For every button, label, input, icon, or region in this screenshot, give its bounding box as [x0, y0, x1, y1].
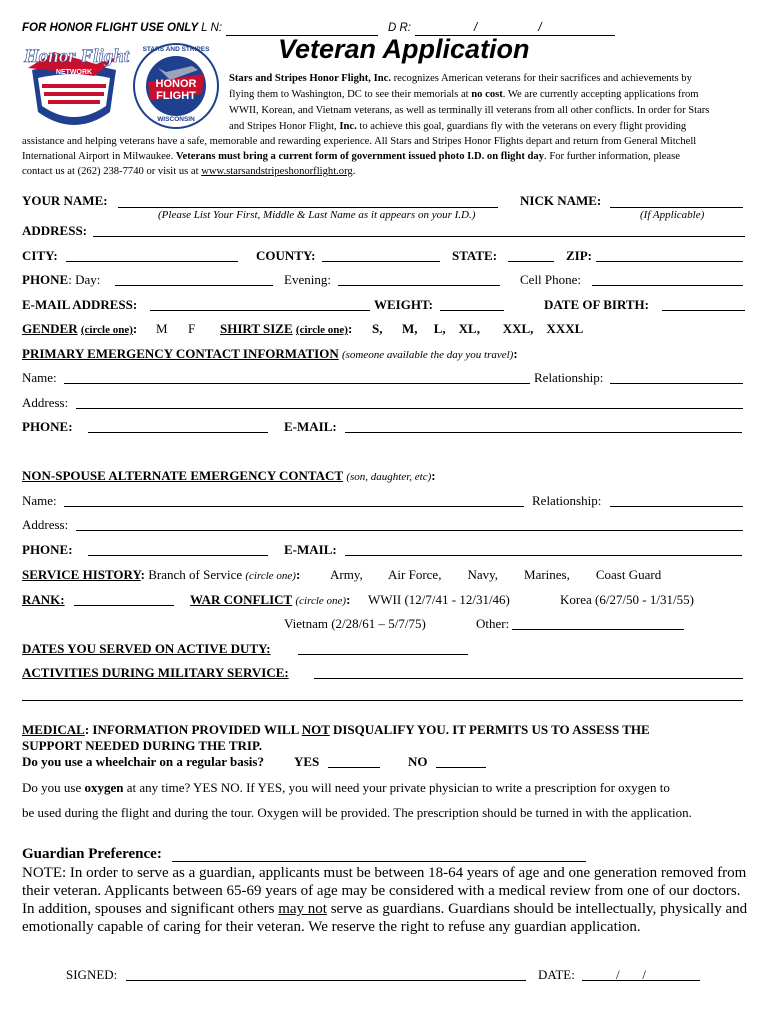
- phone-evening-field[interactable]: [338, 285, 500, 286]
- wheelchair-yes-field[interactable]: [328, 767, 380, 768]
- war-korea-option[interactable]: Korea (6/27/50 - 1/31/55): [560, 592, 694, 607]
- activities-label: ACTIVITIES DURING MILITARY SERVICE:: [22, 665, 289, 680]
- war-other-field[interactable]: [512, 629, 684, 630]
- oxygen-note: be used during the flight and during the tour. Oxygen will be provided. The prescription should be turned in with the application.: [22, 805, 692, 820]
- gender-f-option[interactable]: F: [188, 321, 196, 336]
- name-hint: (Please List Your First, Middle & Last Name as it appears on your I.D.): [158, 209, 476, 221]
- gender-m-option[interactable]: M: [156, 321, 168, 336]
- medical-heading: MEDICAL: INFORMATION PROVIDED WILL NOT DISQUALIFY YOU. IT PERMITS US TO ASSESS THE: [22, 722, 650, 737]
- alternate-phone-field[interactable]: [88, 555, 268, 556]
- your-name-label: YOUR NAME:: [22, 193, 108, 208]
- page-title: Veteran Application: [278, 34, 530, 64]
- activities-field[interactable]: [314, 678, 743, 679]
- active-duty-label: DATES YOU SERVED ON ACTIVE DUTY:: [22, 641, 271, 656]
- guardian-preference-field[interactable]: [172, 861, 586, 862]
- intro-line-6: International Airport in Milwaukee. Veterans must bring a current form of government issued photo I.D. on flight day. For further information, please: [22, 151, 680, 162]
- zip-label: ZIP:: [566, 248, 592, 263]
- war-vietnam-option[interactable]: Vietnam (2/28/61 – 5/7/75): [284, 616, 426, 631]
- wheelchair-question: Do you use a wheelchair on a regular basis?: [22, 754, 264, 769]
- alternate-address-label: Address:: [22, 517, 69, 532]
- wheelchair-no-option[interactable]: NO: [408, 754, 428, 769]
- primary-name-field[interactable]: [64, 383, 530, 384]
- dob-label: DATE OF BIRTH:: [544, 297, 649, 312]
- county-field[interactable]: [322, 261, 440, 262]
- signed-label: SIGNED:: [66, 967, 118, 982]
- alternate-relationship-label: Relationship:: [532, 493, 602, 508]
- city-field[interactable]: [66, 261, 238, 262]
- guardian-note: NOTE: In order to serve as a guardian, applicants must be between 18-64 years of age and one generation removed from their veteran. Applicants between 65-69 years of age may be considered with a medical review from one of our doctors. In addition, spouses and significant others may not serve as guardians. Guardians should be intellectually, physically and emotionally capable of caring for their veteran. We reserve the right to refuse any guardian application.: [22, 865, 748, 935]
- dob-field[interactable]: [662, 310, 745, 311]
- website-link[interactable]: www.starsandstripeshonorflight.org: [201, 166, 353, 177]
- county-label: COUNTY:: [256, 248, 316, 263]
- date-label: DATE:: [538, 967, 575, 982]
- address-label: ADDRESS:: [22, 223, 88, 238]
- your-name-field[interactable]: [118, 207, 498, 208]
- phone-day-field[interactable]: [115, 285, 273, 286]
- state-field[interactable]: [508, 261, 554, 262]
- war-other-label: Other:: [476, 616, 510, 631]
- primary-phone-field[interactable]: [88, 432, 268, 433]
- email-address-label: E-MAIL ADDRESS:: [22, 297, 138, 312]
- active-duty-field[interactable]: [298, 654, 468, 655]
- primary-phone-label: PHONE:: [22, 419, 73, 434]
- rank-label: RANK:: [22, 592, 65, 607]
- activities-field-2[interactable]: [22, 700, 743, 701]
- primary-address-label: Address:: [22, 395, 69, 410]
- alternate-name-label: Name:: [22, 493, 57, 508]
- wheelchair-yes-option[interactable]: YES: [294, 754, 320, 769]
- primary-name-label: Name:: [22, 370, 57, 385]
- shirt-size-options[interactable]: S, M, L, XL, XXL, XXXL: [372, 321, 584, 336]
- primary-address-field[interactable]: [76, 408, 743, 409]
- dr-label: D R:: [388, 22, 411, 34]
- intro-line-2: flying them to Washington, DC to see their memorials at no cost. We are currently accepting applications from: [229, 89, 699, 100]
- branch-options[interactable]: Army, Air Force, Navy, Marines, Coast Guard: [330, 567, 662, 582]
- weight-field[interactable]: [440, 310, 504, 311]
- intro-line-7: contact us at (262) 238-7740 or visit us at www.starsandstripeshonorflight.org.: [22, 166, 356, 177]
- alternate-relationship-field[interactable]: [610, 506, 743, 507]
- phone-day-label: PHONE: Day:: [22, 272, 101, 287]
- city-label: CITY:: [22, 248, 58, 263]
- date-slashes: / /: [616, 967, 646, 982]
- oxygen-question: Do you use oxygen at any time? YES NO. If YES, you will need your private physician to write a prescription for oxygen to: [22, 780, 670, 795]
- nick-name-field[interactable]: [610, 207, 743, 208]
- alternate-name-field[interactable]: [64, 506, 524, 507]
- primary-contact-heading: PRIMARY EMERGENCY CONTACT INFORMATION (someone available the day you travel):: [22, 346, 518, 361]
- nick-hint: (If Applicable): [640, 209, 705, 221]
- alternate-email-field[interactable]: [345, 555, 742, 556]
- medical-heading-2: SUPPORT NEEDED DURING THE TRIP.: [22, 738, 262, 753]
- primary-email-label: E-MAIL:: [284, 419, 337, 434]
- intro-line-4: and Stripes Honor Flight, Inc. to achieve this goal, guardians fly with the veterans on every flight providing: [229, 121, 687, 132]
- service-history-label: SERVICE HISTORY: Branch of Service (circle one):: [22, 567, 301, 582]
- weight-label: WEIGHT:: [374, 297, 433, 312]
- alternate-email-label: E-MAIL:: [284, 542, 337, 557]
- cell-phone-label: Cell Phone:: [520, 272, 582, 287]
- logo-right-bottom-text: WISCONSIN: [157, 116, 195, 123]
- logo-right-flight: FLIGHT: [156, 90, 196, 102]
- primary-email-field[interactable]: [345, 432, 742, 433]
- cell-phone-field[interactable]: [592, 285, 743, 286]
- logo-right-honor: HONOR: [155, 78, 197, 90]
- war-conflict-label: WAR CONFLICT (circle one):: [190, 592, 351, 607]
- alternate-contact-heading: NON-SPOUSE ALTERNATE EMERGENCY CONTACT (son, daughter, etc):: [22, 468, 436, 483]
- stars-and-stripes-logo: [132, 42, 220, 130]
- guardian-preference-label: Guardian Preference:: [22, 846, 162, 862]
- intro-line-5: assistance and helping veterans have a safe, memorable and rewarding experience. All Stars and Stripes Honor Flights depart and return from General Mitchell: [22, 136, 697, 147]
- logo-left-subtext: NETWORK: [55, 69, 93, 76]
- dr-slashes: / /: [474, 22, 542, 34]
- wheelchair-no-field[interactable]: [436, 767, 486, 768]
- zip-field[interactable]: [596, 261, 743, 262]
- alternate-address-field[interactable]: [76, 530, 743, 531]
- logo-left-text: Honor Flight: [24, 46, 130, 67]
- intro-line-3: WWII, Korean, and Vietnam veterans, as well as terminally ill veterans from all other conflicts. In order for Stars: [229, 105, 710, 116]
- logo-right-top-text: STARS AND STRIPES: [142, 46, 210, 53]
- phone-evening-label: Evening:: [284, 272, 331, 287]
- shirt-size-label: SHIRT SIZE (circle one):: [220, 321, 353, 336]
- state-label: STATE:: [452, 248, 498, 263]
- primary-relationship-field[interactable]: [610, 383, 743, 384]
- address-field[interactable]: [93, 236, 745, 237]
- email-address-field[interactable]: [150, 310, 370, 311]
- signature-field[interactable]: [126, 980, 526, 981]
- rank-field[interactable]: [74, 605, 174, 606]
- war-wwii-option[interactable]: WWII (12/7/41 - 12/31/46): [368, 592, 510, 607]
- nick-name-label: NICK NAME:: [520, 193, 602, 208]
- primary-relationship-label: Relationship:: [534, 370, 604, 385]
- office-use-header: FOR HONOR FLIGHT USE ONLY L N:: [22, 22, 223, 34]
- intro-line-1: Stars and Stripes Honor Flight, Inc. recognizes American veterans for their sacrifices and achievements by: [229, 73, 692, 84]
- honor-flight-network-logo: [24, 42, 130, 140]
- gender-label: GENDER (circle one):: [22, 321, 138, 336]
- alternate-phone-label: PHONE:: [22, 542, 73, 557]
